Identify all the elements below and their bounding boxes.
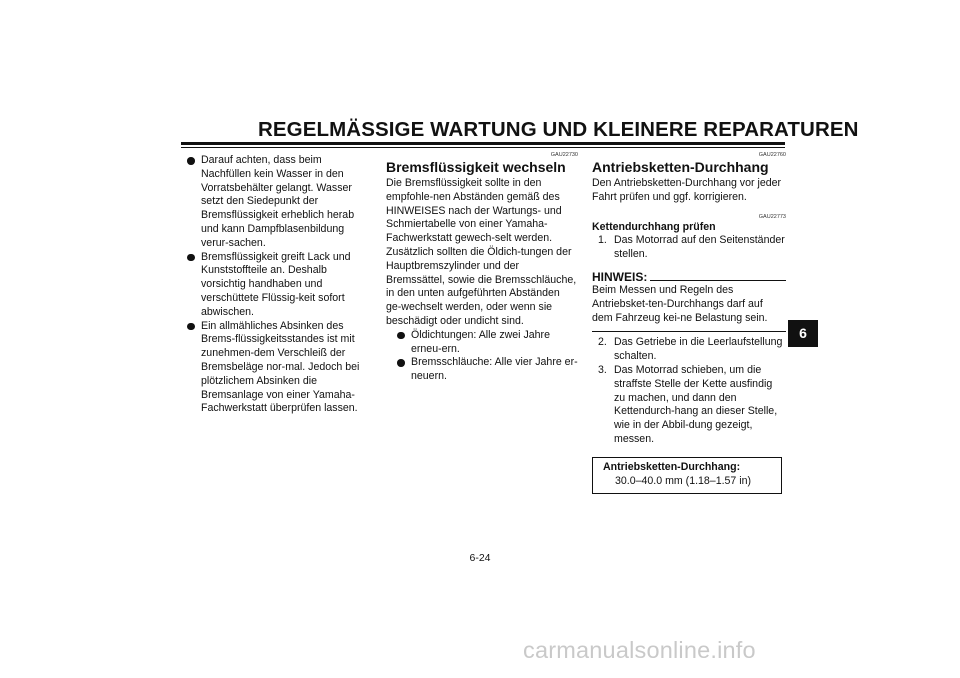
section-code: GAU22730 xyxy=(550,152,578,158)
bullet-text: Bremsschläuche: Alle vier Jahre er-neuern. xyxy=(411,356,578,383)
list-item xyxy=(396,329,578,357)
spec-value: 30.0–40.0 mm (1.18–1.57 in) xyxy=(615,474,752,487)
warning-bullet-list xyxy=(186,154,374,416)
column-2 xyxy=(386,148,578,384)
list-item xyxy=(598,336,786,364)
section-title-chain-slack: Antriebsketten-Durchhang xyxy=(592,159,769,175)
bullet-icon xyxy=(397,332,405,340)
step-text: Das Motorrad schieben, um die straffste Stelle der Kette ausfindig zu machen, und dann den Kettendurch-hang an dieser Stelle, wie in der Abbil-dung gezeigt, messen. xyxy=(614,363,778,445)
step-text: Das Getriebe in die Leerlaufstellung schalten. xyxy=(614,336,783,363)
chapter-tab: 6 xyxy=(788,320,818,347)
column-1 xyxy=(186,154,374,416)
spec-label: Antriebsketten-Durchhang: xyxy=(603,460,741,473)
note-text: Beim Messen und Regeln des Antriebsket-ten-Durchhangs darf auf dem Fahrzeug kei-ne Belastung sein. xyxy=(592,283,768,324)
step-number: 3. xyxy=(598,363,607,376)
spec-box xyxy=(592,457,782,495)
header-rule-thick xyxy=(181,142,785,145)
page-title: REGELMÄSSIGE WARTUNG UND KLEINERE REPARATUREN xyxy=(258,118,859,141)
steps-list-a xyxy=(592,234,786,262)
step-number: 1. xyxy=(598,234,607,247)
subsection-heading: Kettendurchhang prüfen xyxy=(592,220,716,233)
list-item xyxy=(396,356,578,384)
watermark: carmanualsonline.info xyxy=(523,637,756,663)
note-rule xyxy=(650,280,786,281)
step-number: 2. xyxy=(598,336,607,349)
list-item xyxy=(186,154,374,251)
bullet-text: Darauf achten, dass beim Nachfüllen kein Wasser in den Vorratsbehälter gelangt. Wasser setzt den Siedepunkt der Bremsflüssigkeit erheblich herab und kann Dampfblasenbildung verur-sachen. xyxy=(201,154,355,249)
bullet-text: Öldichtungen: Alle zwei Jahre erneu-ern. xyxy=(411,328,550,355)
section-body: Die Bremsflüssigkeit sollte in den empfohle-nen Abständen gemäß des HINWEISES nach der Wartungs- und Schmiertabelle von einer Yamaha-Fachwerkstatt gewech-selt werden. Zusätzlich sollten die Öldich-tungen der Hauptbremszylinder und der Bremssättel, sowie die Bremsschläuche, in den unten aufgeführten Abständen ge-wechselt werden, oder wenn sie beschädigt oder undicht sind. xyxy=(386,177,577,327)
column-3 xyxy=(592,148,786,494)
note-header xyxy=(592,270,786,284)
list-item xyxy=(598,234,786,262)
list-item xyxy=(186,320,374,417)
interval-bullet-list xyxy=(386,329,578,384)
steps-list-b xyxy=(592,336,786,446)
step-text: Das Motorrad auf den Seitenständer stellen. xyxy=(614,234,785,261)
bullet-icon xyxy=(187,157,195,165)
page-number: 6-24 xyxy=(469,552,491,564)
section-title-brake-fluid: Bremsflüssigkeit wechseln xyxy=(386,159,566,175)
bullet-icon xyxy=(187,323,195,331)
bullet-text: Bremsflüssigkeit greift Lack und Kunststoffteile an. Deshalb vorsichtig handhaben und verschüttete Flüssig-keit sofort abwischen. xyxy=(201,250,351,318)
bullet-icon xyxy=(397,359,405,367)
note-end-rule xyxy=(592,331,786,332)
list-item xyxy=(186,251,374,320)
section-code: GAU22760 xyxy=(758,152,786,158)
note-heading: HINWEIS: xyxy=(592,269,648,284)
section-intro: Den Antriebsketten-Durchhang vor jeder Fahrt prüfen und ggf. korrigieren. xyxy=(592,177,782,203)
list-item xyxy=(598,364,786,447)
bullet-text: Ein allmähliches Absinken des Brems-flüssigkeitsstandes ist mit zunehmen-dem Verschleiß der Bremsbeläge nor-mal. Jedoch bei plötzlichem Absinken die Bremsanlage von einer Yamaha-Fachwerkstatt überprüfen lassen. xyxy=(201,319,360,415)
bullet-icon xyxy=(187,254,195,262)
subsection-code: GAU22773 xyxy=(758,213,786,220)
